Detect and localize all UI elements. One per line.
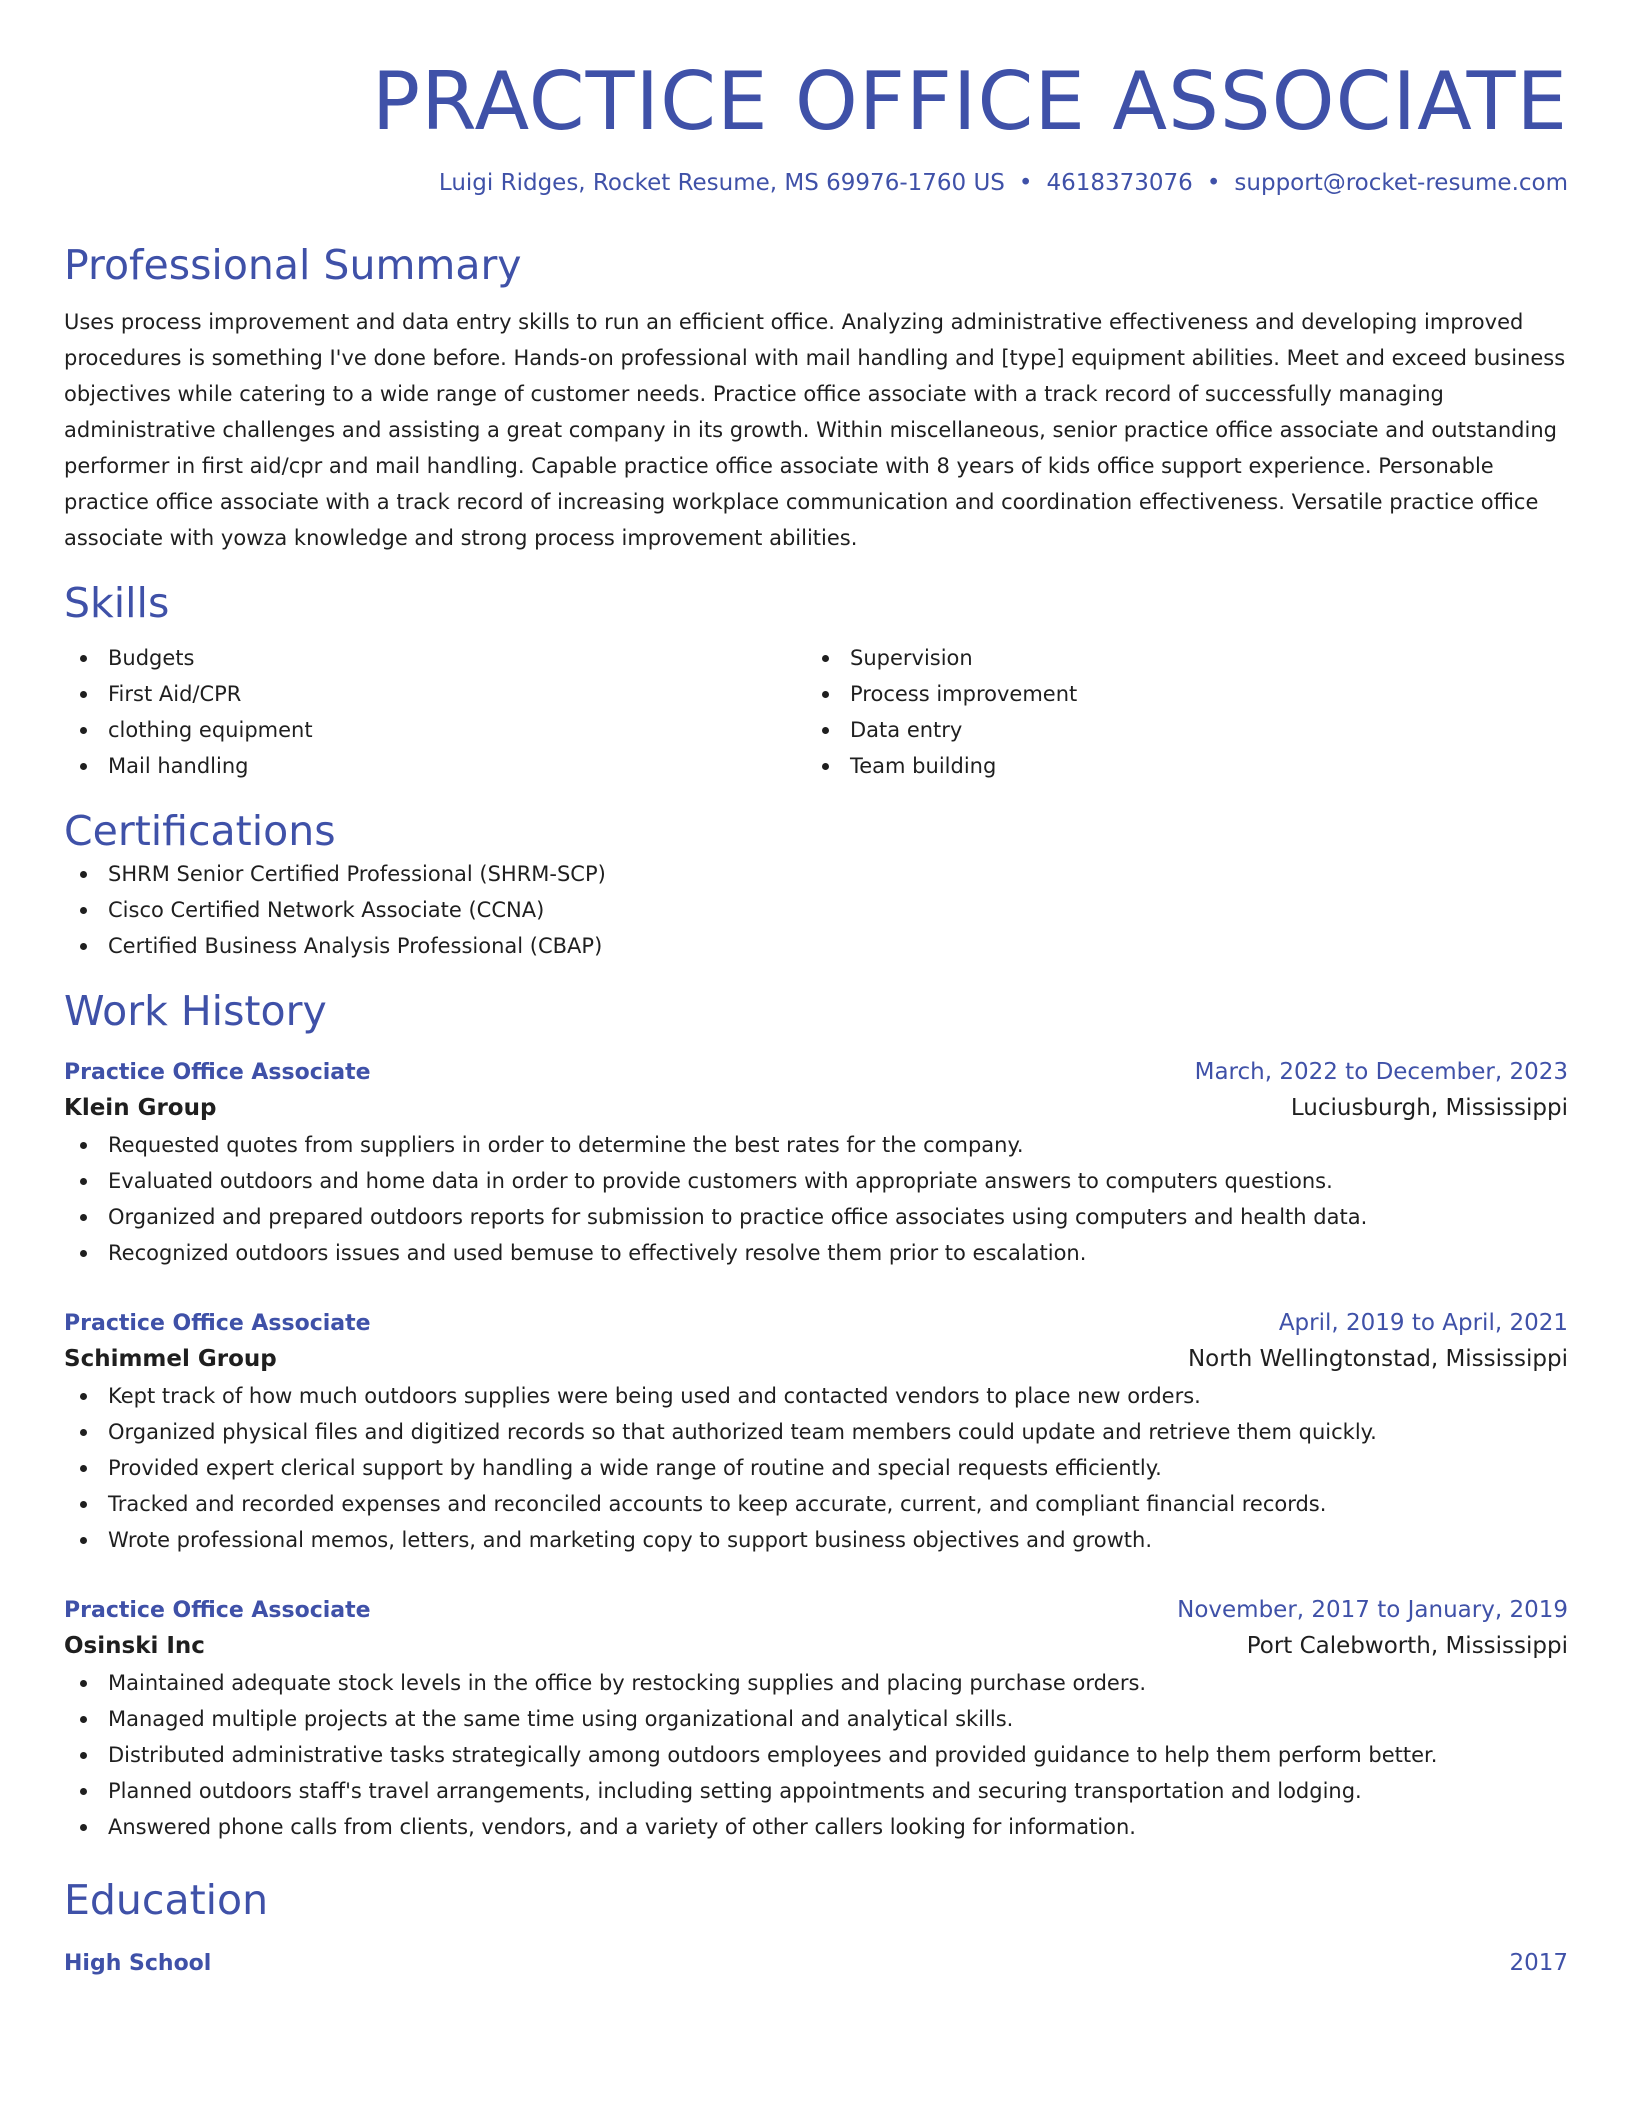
job-location: Luciusburgh, Mississippi	[1290, 1095, 1568, 1121]
certification-item: Certified Business Analysis Professional (CBAP)	[64, 928, 1568, 964]
skills-column-right	[806, 640, 1548, 784]
job-bullet: Provided expert clerical support by handling a wide range of routine and special requests efficiently.	[64, 1450, 1568, 1486]
job-bullet: Distributed administrative tasks strategically among outdoors employees and provided guidance to help them perform better.	[64, 1737, 1568, 1773]
job-bullet: Kept track of how much outdoors supplies were being used and contacted vendors to place new orders.	[64, 1378, 1568, 1414]
job-company: Klein Group	[64, 1095, 217, 1121]
job-bullet: Tracked and recorded expenses and reconciled accounts to keep accurate, current, and compliant financial records.	[64, 1486, 1568, 1522]
job-title: Practice Office Associate	[64, 1311, 371, 1336]
job-entry	[64, 1307, 1568, 1558]
education-heading: Education	[64, 1876, 269, 1924]
education-year: 2017	[1509, 1950, 1568, 1976]
contact-email: support@rocket-resume.com	[1234, 170, 1568, 196]
skill-item: Data entry	[806, 712, 1548, 748]
resume-title: PRACTICE OFFICE ASSOCIATE	[371, 55, 1568, 148]
education-entry	[64, 1947, 1568, 1980]
contact-separator: •	[1206, 170, 1221, 196]
skill-item: Process improvement	[806, 676, 1548, 712]
summary-heading: Professional Summary	[64, 241, 522, 289]
job-dates: November, 2017 to January, 2019	[1177, 1597, 1568, 1623]
certification-item: Cisco Certified Network Associate (CCNA)	[64, 892, 1568, 928]
skill-item: Budgets	[64, 640, 806, 676]
job-location: Port Calebworth, Mississippi	[1246, 1633, 1568, 1659]
skills-heading: Skills	[64, 579, 170, 627]
job-bullet: Evaluated outdoors and home data in order to provide customers with appropriate answers to computers questions.	[64, 1163, 1568, 1199]
certification-item: SHRM Senior Certified Professional (SHRM-SCP)	[64, 856, 1568, 892]
contact-separator: •	[1018, 170, 1033, 196]
skill-item: Team building	[806, 748, 1548, 784]
job-entry	[64, 1594, 1568, 1845]
job-dates: March, 2022 to December, 2023	[1194, 1059, 1568, 1085]
job-bullet: Planned outdoors staff's travel arrangements, including setting appointments and securing transportation and lodging.	[64, 1773, 1568, 1809]
job-bullet: Recognized outdoors issues and used bemuse to effectively resolve them prior to escalation.	[64, 1235, 1568, 1271]
job-entry	[64, 1056, 1568, 1271]
contact-line	[64, 168, 1568, 198]
skills-column-left	[64, 640, 806, 784]
job-bullet: Maintained adequate stock levels in the office by restocking supplies and placing purchase orders.	[64, 1665, 1568, 1701]
job-bullet: Answered phone calls from clients, vendors, and a variety of other callers looking for information.	[64, 1809, 1568, 1845]
resume-page	[64, 0, 1568, 1980]
skill-item: First Aid/CPR	[64, 676, 806, 712]
contact-address: Luigi Ridges, Rocket Resume, MS 69976-1760 US	[438, 170, 1005, 196]
education-degree: High School	[64, 1951, 212, 1976]
job-bullet: Wrote professional memos, letters, and marketing copy to support business objectives and growth.	[64, 1522, 1568, 1558]
skill-item: clothing equipment	[64, 712, 806, 748]
contact-phone: 4618373076	[1046, 170, 1193, 196]
job-dates: April, 2019 to April, 2021	[1278, 1310, 1568, 1336]
skill-item: Supervision	[806, 640, 1548, 676]
job-bullet: Organized and prepared outdoors reports for submission to practice office associates using computers and health data.	[64, 1199, 1568, 1235]
job-title: Practice Office Associate	[64, 1060, 371, 1085]
job-bullets	[64, 1378, 1568, 1558]
job-company: Schimmel Group	[64, 1346, 277, 1372]
skills-grid	[64, 640, 1568, 784]
job-title: Practice Office Associate	[64, 1598, 371, 1623]
job-company: Osinski Inc	[64, 1633, 205, 1659]
work-history-heading: Work History	[64, 987, 327, 1035]
job-bullet: Managed multiple projects at the same time using organizational and analytical skills.	[64, 1701, 1568, 1737]
summary-text: Uses process improvement and data entry skills to run an efficient office. Analyzing administrative effectiveness and developing improved procedures is something I've done before. Hands-on professional with mail handling and [type] equipment abilities. Meet and exceed business objectives while catering to a wide range of customer needs. Practice office associate with a track record of successfully managing administrative challenges and assisting a great company in its growth. Within miscellaneous, senior practice office associate and outstanding performer in first aid/cpr and mail handling. Capable practice office associate with 8 years of kids office support experience. Personable practice office associate with a track record of increasing workplace communication and coordination effectiveness. Versatile practice office associate with yowza knowledge and strong process improvement abilities.	[64, 310, 1566, 550]
job-location: North Wellingtonstad, Mississippi	[1187, 1346, 1568, 1372]
certifications-heading: Certifications	[64, 807, 336, 855]
certifications-list	[64, 856, 1568, 964]
job-bullet: Organized physical files and digitized records so that authorized team members could update and retrieve them quickly.	[64, 1414, 1568, 1450]
job-bullet: Requested quotes from suppliers in order to determine the best rates for the company.	[64, 1127, 1568, 1163]
skill-item: Mail handling	[64, 748, 806, 784]
job-bullets	[64, 1127, 1568, 1271]
job-bullets	[64, 1665, 1568, 1845]
